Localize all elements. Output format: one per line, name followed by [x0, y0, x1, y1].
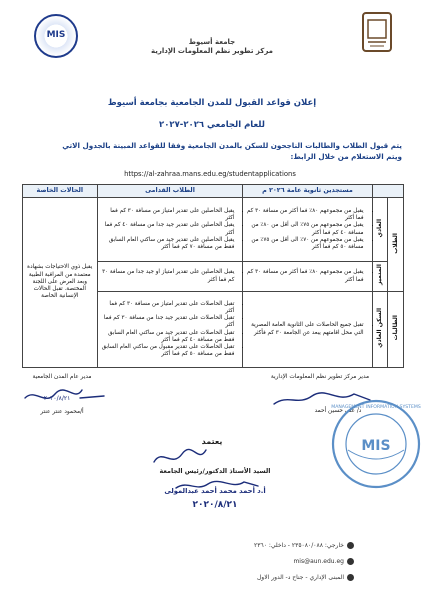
president-signature-scribble — [150, 446, 210, 468]
list-item: • يقبل من مجموعهم من ٧٥٪ الى أقل من ٨٠٪ من مسافة ٤٠ كم فما أكثر — [245, 222, 363, 236]
mis-logo — [34, 14, 78, 58]
male-normal-new-rules — [243, 198, 372, 262]
left-signature-date: ٢٠٢٠/٨/٢١ — [43, 395, 71, 402]
president-name: أ.د أحمد محمد أحمد عبدالمولى — [164, 487, 266, 495]
female-new-rules — [243, 292, 372, 368]
intro-line-1: يتم قبول الطلاب والطالبات الناجحون للسكن بالمدن الجامعية وفقا للقواعد المبينة بالجدول الاتي — [62, 141, 402, 150]
male-premium-prev-rules — [97, 262, 243, 292]
table-row — [23, 198, 404, 262]
male-normal-label: العادي — [376, 218, 384, 238]
male-premium-new-rules — [243, 262, 372, 292]
president-title: السيد الأستاذ الدكتور/رئيس الجامعة — [159, 467, 271, 475]
female-group-label: الطالبات — [392, 315, 400, 341]
female-normal-label: السكن العادي — [376, 307, 384, 348]
intro-line-2: ويتم الاستعلام من خلال الرابط: — [290, 152, 402, 161]
header-text — [150, 38, 274, 56]
header-spacer — [372, 185, 403, 198]
male-group-cell — [388, 198, 404, 292]
male-group-label: الطلاب — [392, 232, 400, 254]
list-item: • يقبل من مجموعهم ٨٠٪ فما أكثر من مسافة ٣٠ كم فما أكثر — [245, 269, 363, 283]
list-item: • تقبل الحاصلات على تقدير مقبول من ساكني العام السابق فقط من مسافة ٥٠ كم فما أكثر — [100, 344, 235, 358]
left-signature-name: أ/محمود عنتر عنتر — [40, 409, 84, 415]
stamp-ring-text: MANAGEMENT INFORMATION SYSTEMS — [331, 405, 421, 410]
male-normal-prev-rules — [97, 198, 243, 262]
admission-rules-table — [22, 184, 404, 368]
list-item: • تقبل جميع الحاصلات على الثانوية العامة المصرية التي محل اقامتهم يبعد عن الجامعة ٣٠ كم فأكثر — [245, 322, 363, 336]
approval-label: يعتمد — [201, 437, 223, 446]
mis-logo-text: MIS — [46, 30, 66, 40]
location-icon — [347, 574, 354, 581]
male-premium-label: المتميز — [376, 264, 384, 286]
list-item: • تقبل الحاصلات على تقدير جيد من ساكني العام السابق فقط من مسافة ٤٠ كم فما أكثر — [100, 330, 235, 344]
list-item: • يقبل من مجموعهم من ٧٠٪ الى أقل من ٧٥٪ من مسافة ٥٠ كم فما أكثر — [245, 237, 363, 251]
header-special-cases: الحالات الخاصة — [23, 185, 98, 198]
list-item: • يقبل الحاصلين على تقدير جيد جدا من مسافة ٤٠ كم فما أكثر — [100, 222, 235, 236]
list-item: • تقبل الحاصلات على تقدير جيد جدا من مسافة ٣٠ كم فما أكثر — [100, 315, 235, 329]
table-header-row — [23, 185, 404, 198]
right-signature-title: مدير مركز تطوير نظم المعلومات الإدارية — [270, 374, 370, 380]
footer-address — [257, 574, 354, 581]
right-signature-name: د/ علي حسين أحمد — [314, 408, 362, 414]
email-icon — [347, 558, 354, 565]
announcement-title: إعلان قواعد القبول للمدن الجامعية بجامعة أسيوط — [107, 98, 317, 108]
university-name: جامعة أسيوط — [188, 38, 236, 46]
president-date: ٢٠٢٠/٨/٢١ — [192, 500, 238, 510]
stamp-center-text: MIS — [361, 438, 391, 454]
list-item: • يقبل الحاصلين على تقدير جيد من ساكني العام السابق فقط من مسافة ٧٠ كم فما أكثر — [100, 237, 235, 251]
female-prev-rules — [97, 292, 243, 368]
center-name: مركز تطوير نظم المعلومات الإدارية — [150, 47, 274, 55]
footer-phone — [254, 542, 354, 549]
footer-address-text: المبنى الإداري - جناح د- الدور الاول — [256, 574, 344, 581]
female-group-cell — [388, 292, 404, 368]
special-cases-cell: يقبل ذوي الاحتياجات بشهادة معتمدة من المراقبة الطبية وبعد العرض على اللجنة المختصة. تقبل الحالات الإنسانية الخاصة — [23, 198, 98, 368]
male-normal-cell — [372, 198, 388, 262]
university-logo-icon — [360, 10, 394, 54]
application-link[interactable]: https://al-zahraa.mans.edu.eg/studentapplications — [124, 170, 296, 178]
header-new-students: مستجدين ثانوية عامة ٢٠٢٦ م — [243, 185, 372, 198]
footer-phone-text: خارجي: ٢٣٥٠٨٠/٠٨٨ - داخلي: ٢٣٦٠ — [254, 542, 344, 549]
left-signature-title: مدير عام المدن الجامعية — [32, 374, 92, 380]
phone-icon — [347, 542, 354, 549]
list-item: • يقبل الحاصلين على تقدير امتياز او جيد جدا من مسافة ٣٠ كم فما أكثر — [100, 269, 235, 283]
academic-year: للعام الجامعي ٢٠٢٦-٢٠٢٧ — [159, 120, 265, 130]
footer-email — [293, 558, 354, 565]
list-item: • تقبل الحاصلات على تقدير امتياز من مسافة ٣٠ كم فما أكثر — [100, 301, 235, 315]
list-item: • يقبل من مجموعهم ٨٠٪ فما أكثر من مسافة ٣٠ كم فما أكثر — [245, 208, 363, 222]
footer-email-text[interactable]: mis@aun.edu.eg — [293, 558, 344, 565]
female-normal-cell — [372, 292, 388, 368]
header-previous-students: الطلاب القدامى — [97, 185, 243, 198]
list-item: • يقبل الحاصلين على تقدير امتياز من مسافة ٣٠ كم فما أكثر — [100, 208, 235, 222]
male-premium-cell — [372, 262, 388, 292]
